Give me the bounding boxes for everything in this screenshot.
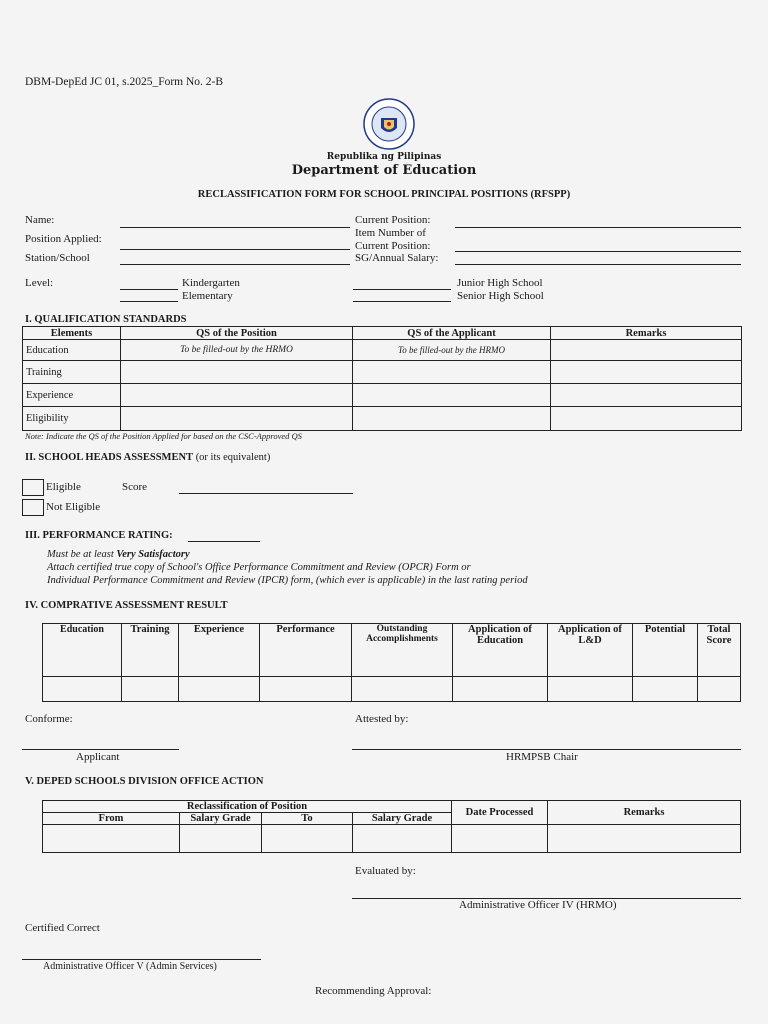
jhs-label: Junior High School [457, 277, 543, 289]
eligible-checkbox[interactable] [22, 479, 44, 496]
performance-line1 [47, 549, 190, 560]
ca-header: Application of L&D [548, 624, 633, 677]
recommending-label: Recommending Approval: [315, 985, 432, 997]
not-eligible-checkbox[interactable] [22, 499, 44, 516]
oa-cell[interactable] [180, 825, 262, 853]
section2-title-line [25, 452, 270, 463]
qs-applicant-cell[interactable] [353, 384, 551, 407]
current-position-label: Current Position: [355, 214, 431, 226]
office-action-table [42, 800, 741, 853]
oa-cell[interactable] [353, 825, 452, 853]
ca-cell[interactable] [43, 677, 122, 702]
section2-suffix: (or its equivalent) [195, 452, 271, 463]
ca-cell[interactable] [352, 677, 453, 702]
ca-cell[interactable] [698, 677, 741, 702]
salary-field[interactable] [455, 264, 741, 265]
department-name: Department of Education [291, 163, 477, 178]
item-number-label-2: Current Position: [355, 240, 431, 252]
oa-cell[interactable] [43, 825, 180, 853]
shs-label: Senior High School [457, 290, 544, 302]
oa-cell[interactable] [548, 825, 741, 853]
applicant-label: Applicant [76, 751, 120, 763]
salary-label: SG/Annual Salary: [355, 252, 439, 264]
level-label: Level: [25, 277, 54, 289]
form-title: RECLASSIFICATION FORM FOR SCHOOL PRINCIPAL POSITIONS (RFSPP) [197, 189, 571, 200]
qs-position-cell[interactable]: To be filled-out by the HRMO [121, 340, 353, 361]
score-label: Score [122, 481, 148, 493]
jhs-check[interactable] [353, 289, 451, 290]
reclass-group-header: Reclassification of Position [43, 801, 452, 813]
date-processed-header: Date Processed [452, 801, 548, 825]
ca-cell[interactable] [179, 677, 260, 702]
attested-label: Attested by: [355, 713, 409, 725]
republic-label: Republika ng Pilipinas [326, 152, 442, 162]
qs-remarks-cell[interactable] [551, 407, 742, 431]
qs-remarks-cell[interactable] [551, 340, 742, 361]
performance-line1-prefix: Must be at least [47, 549, 117, 560]
section5-title: V. DEPED SCHOOLS DIVISION OFFICE ACTION [25, 776, 264, 787]
ca-header: Potential [633, 624, 698, 677]
hrmpsb-label: HRMPSB Chair [506, 751, 578, 763]
ca-cell[interactable] [122, 677, 179, 702]
oa-cell[interactable] [262, 825, 353, 853]
section2-title: II. SCHOOL HEADS ASSESSMENT [25, 452, 194, 463]
section4-title: IV. COMPRATIVE ASSESSMENT RESULT [25, 600, 228, 611]
form-code: DBM-DepEd JC 01, s.2025_Form No. 2-B [25, 76, 224, 88]
performance-line2: Attach certified true copy of School's Office Performance Commitment and Review (OPCR) Form or [47, 562, 471, 573]
qs-row-label: Experience [23, 384, 121, 407]
remarks-header: Remarks [548, 801, 741, 825]
ca-header: Experience [179, 624, 260, 677]
ca-header: Education [43, 624, 122, 677]
performance-line1-bold: Very Satisfactory [116, 549, 190, 560]
salary-grade-header: Salary Grade [180, 813, 262, 825]
ca-header: Application of Education [453, 624, 548, 677]
deped-seal [363, 98, 415, 150]
qs-row-label: Education [23, 340, 121, 361]
station-field[interactable] [120, 264, 350, 265]
from-header: From [43, 813, 180, 825]
item-number-field[interactable] [455, 251, 741, 252]
conforme-label: Conforme: [25, 713, 73, 725]
evaluated-label: Evaluated by: [355, 865, 416, 877]
kindergarten-label: Kindergarten [182, 277, 240, 289]
shs-check[interactable] [353, 301, 451, 302]
ca-cell[interactable] [633, 677, 698, 702]
hrmpsb-signature-line[interactable] [352, 749, 741, 750]
position-applied-label: Position Applied: [25, 233, 102, 245]
not-eligible-label: Not Eligible [46, 501, 101, 513]
applicant-signature-line[interactable] [22, 749, 179, 750]
qs-applicant-cell[interactable] [353, 361, 551, 384]
position-applied-field[interactable] [120, 249, 350, 250]
name-field[interactable] [120, 227, 350, 228]
qs-remarks-cell[interactable] [551, 361, 742, 384]
ca-header: Total Score [698, 624, 741, 677]
kindergarten-check[interactable] [120, 289, 178, 290]
elementary-check[interactable] [120, 301, 178, 302]
qs-header-applicant: QS of the Applicant [353, 327, 551, 340]
certified-label: Certified Correct [25, 922, 100, 934]
qs-applicant-cell[interactable]: To be filled-out by the HRMO [353, 340, 551, 361]
station-label: Station/School [25, 252, 90, 264]
section3-title: III. PERFORMANCE RATING: [25, 530, 173, 541]
performance-line3: Individual Performance Commitment and Review (IPCR) form, (which ever is applicable) in the last rating period [47, 575, 528, 586]
oa-cell[interactable] [452, 825, 548, 853]
ca-cell[interactable] [548, 677, 633, 702]
qs-header-elements: Elements [23, 327, 121, 340]
qs-header-remarks: Remarks [551, 327, 742, 340]
qs-header-position: QS of the Position [121, 327, 353, 340]
to-header: To [262, 813, 353, 825]
qs-row-label: Training [23, 361, 121, 384]
elementary-label: Elementary [182, 290, 233, 302]
salary-grade-header: Salary Grade [353, 813, 452, 825]
qs-note: Note: Indicate the QS of the Position Applied for based on the CSC-Approved QS [25, 431, 302, 441]
qs-position-cell[interactable] [121, 361, 353, 384]
section1-title: I. QUALIFICATION STANDARDS [25, 314, 187, 325]
ca-cell[interactable] [453, 677, 548, 702]
current-position-field[interactable] [455, 227, 741, 228]
comparative-table [42, 623, 741, 702]
ca-header: Training [122, 624, 179, 677]
qs-row-label: Eligibility [23, 407, 121, 431]
ao5-label: Administrative Officer V (Admin Services) [43, 961, 217, 972]
ao5-signature-line[interactable] [22, 959, 261, 960]
performance-rating-field[interactable] [188, 541, 260, 542]
ao4-label: Administrative Officer IV (HRMO) [459, 899, 617, 911]
score-field[interactable] [179, 493, 353, 494]
qualification-table [22, 326, 742, 431]
name-label: Name: [25, 214, 55, 226]
eligible-label: Eligible [46, 481, 81, 493]
qs-remarks-cell[interactable] [551, 384, 742, 407]
ca-cell[interactable] [260, 677, 352, 702]
qs-position-cell[interactable] [121, 407, 353, 431]
qs-applicant-cell[interactable] [353, 407, 551, 431]
ca-header: Performance [260, 624, 352, 677]
item-number-label-1: Item Number of [355, 227, 426, 239]
qs-position-cell[interactable] [121, 384, 353, 407]
ca-header: Outstanding Accomplishments [352, 624, 453, 677]
